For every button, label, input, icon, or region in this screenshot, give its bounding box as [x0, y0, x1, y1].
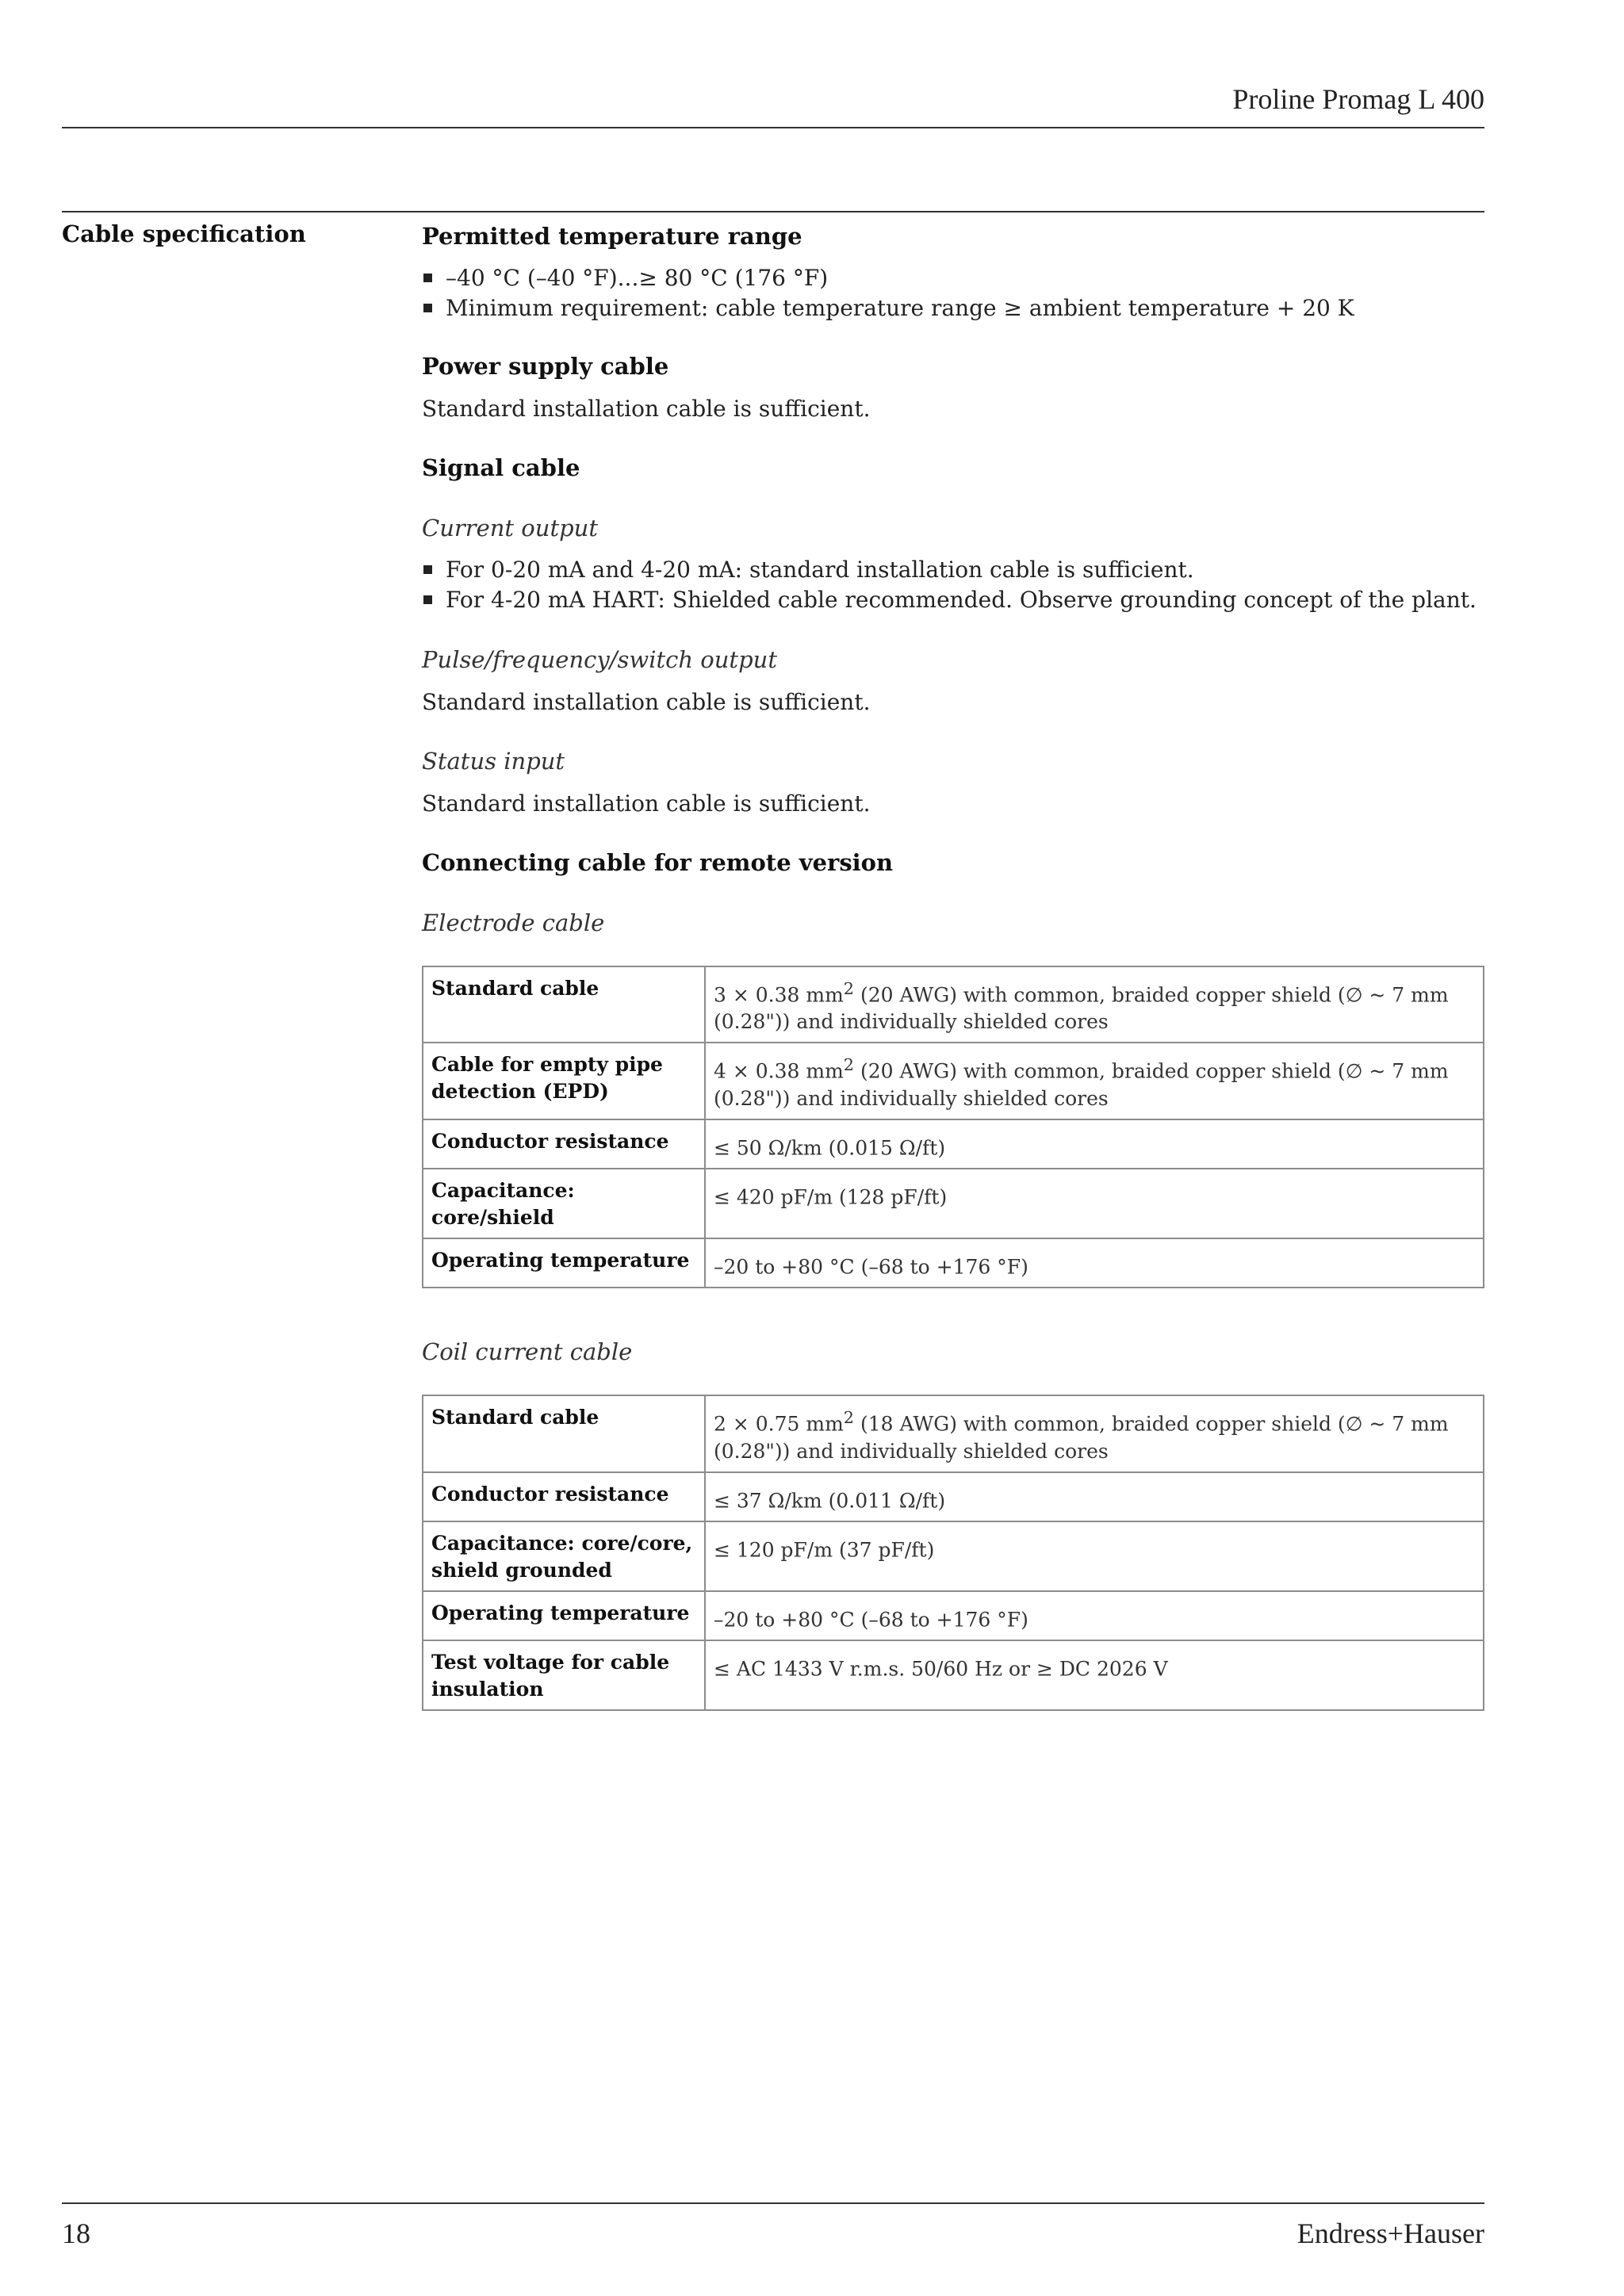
page-number: 18	[62, 2218, 90, 2249]
table-row	[423, 1043, 1484, 1119]
current-output-list	[422, 555, 1484, 615]
pulse-output-text: Standard installation cable is sufficient.	[422, 689, 871, 715]
power-heading: Power supply cable	[422, 353, 669, 380]
spec-value: ≤ 120 pF/m (37 pF/ft)	[705, 1521, 1484, 1591]
electrode-cable-table	[422, 966, 1484, 1288]
footer-rule	[62, 2202, 1484, 2204]
coil-cable-heading: Coil current cable	[422, 1338, 633, 1366]
bullet-icon	[423, 304, 432, 312]
table-row	[423, 1169, 1484, 1238]
spec-value: 4 × 0.38 $mm^2$ (20 AWG) with common, braided copper shield (∅ ~ 7 mm (0.28")) and individually shielded cores	[705, 1043, 1484, 1119]
spec-value: 3 × 0.38 $mm^2$ (20 AWG) with common, braided copper shield (∅ ~ 7 mm (0.28")) and individually shielded cores	[705, 966, 1484, 1043]
spec-key: Standard cable	[423, 1395, 705, 1471]
coil-cable-table	[422, 1395, 1484, 1711]
list-item: For 0-20 mA and 4-20 mA: standard installation cable is sufficient.	[422, 555, 1484, 585]
power-text: Standard installation cable is sufficient.	[422, 396, 871, 422]
signal-heading: Signal cable	[422, 454, 580, 481]
document-title: Proline Promag L 400	[1232, 83, 1484, 115]
table-row	[423, 1640, 1484, 1710]
spec-value: ≤ 420 pF/m (128 pF/ft)	[705, 1169, 1484, 1238]
spec-key: Standard cable	[423, 966, 705, 1043]
pulse-output-heading: Pulse/frequency/switch output	[422, 646, 777, 673]
status-input-text: Standard installation cable is sufficient.	[422, 790, 871, 817]
temperature-list	[422, 263, 1484, 323]
table-row	[423, 1521, 1484, 1591]
spec-value: ≤ 37 Ω/km (0.011 Ω/ft)	[705, 1472, 1484, 1521]
table-row	[423, 1472, 1484, 1521]
temperature-heading: Permitted temperature range	[422, 223, 802, 250]
spec-value: ≤ AC 1433 V r.m.s. 50/60 Hz or ≥ DC 2026 V	[705, 1640, 1484, 1710]
table-row	[423, 1238, 1484, 1288]
spec-key: Cable for empty pipe detection (EPD)	[423, 1043, 705, 1119]
remote-heading: Connecting cable for remote version	[422, 849, 894, 876]
current-output-heading: Current output	[422, 515, 598, 541]
spec-value: –20 to +80 °C (–68 to +176 °F)	[705, 1238, 1484, 1288]
table-row	[423, 1119, 1484, 1169]
table-row	[423, 1591, 1484, 1640]
table-row	[423, 966, 1484, 1043]
footer-brand: Endress+Hauser	[1297, 2218, 1484, 2249]
bullet-icon	[423, 274, 432, 282]
electrode-cable-heading: Electrode cable	[422, 909, 605, 936]
spec-key: Operating temperature	[423, 1238, 705, 1288]
section-rule	[62, 211, 1484, 212]
spec-key: Conductor resistance	[423, 1472, 705, 1521]
spec-key: Capacitance: core/shield	[423, 1169, 705, 1238]
spec-key: Conductor resistance	[423, 1119, 705, 1169]
table-row	[423, 1395, 1484, 1471]
spec-value: 2 × 0.75 $mm^2$ (18 AWG) with common, braided copper shield (∅ ~ 7 mm (0.28")) and individually shielded cores	[705, 1395, 1484, 1471]
list-item: For 4-20 mA HART: Shielded cable recommended. Observe grounding concept of the plant.	[422, 585, 1484, 615]
list-item: –40 °C (–40 °F)...≥ 80 °C (176 °F)	[422, 263, 1484, 293]
spec-key: Capacitance: core/core, shield grounded	[423, 1521, 705, 1591]
spec-value: –20 to +80 °C (–68 to +176 °F)	[705, 1591, 1484, 1640]
status-input-heading: Status input	[422, 748, 565, 775]
spec-key: Operating temperature	[423, 1591, 705, 1640]
bullet-icon	[423, 595, 432, 604]
list-item: Minimum requirement: cable temperature range ≥ ambient temperature + 20 K	[422, 293, 1484, 323]
spec-value: ≤ 50 Ω/km (0.015 Ω/ft)	[705, 1119, 1484, 1169]
section-content	[422, 220, 1484, 1711]
bullet-icon	[423, 565, 432, 574]
section-label: Cable specification	[62, 220, 306, 247]
spec-key: Test voltage for cable insulation	[423, 1640, 705, 1710]
header-rule	[62, 127, 1484, 128]
